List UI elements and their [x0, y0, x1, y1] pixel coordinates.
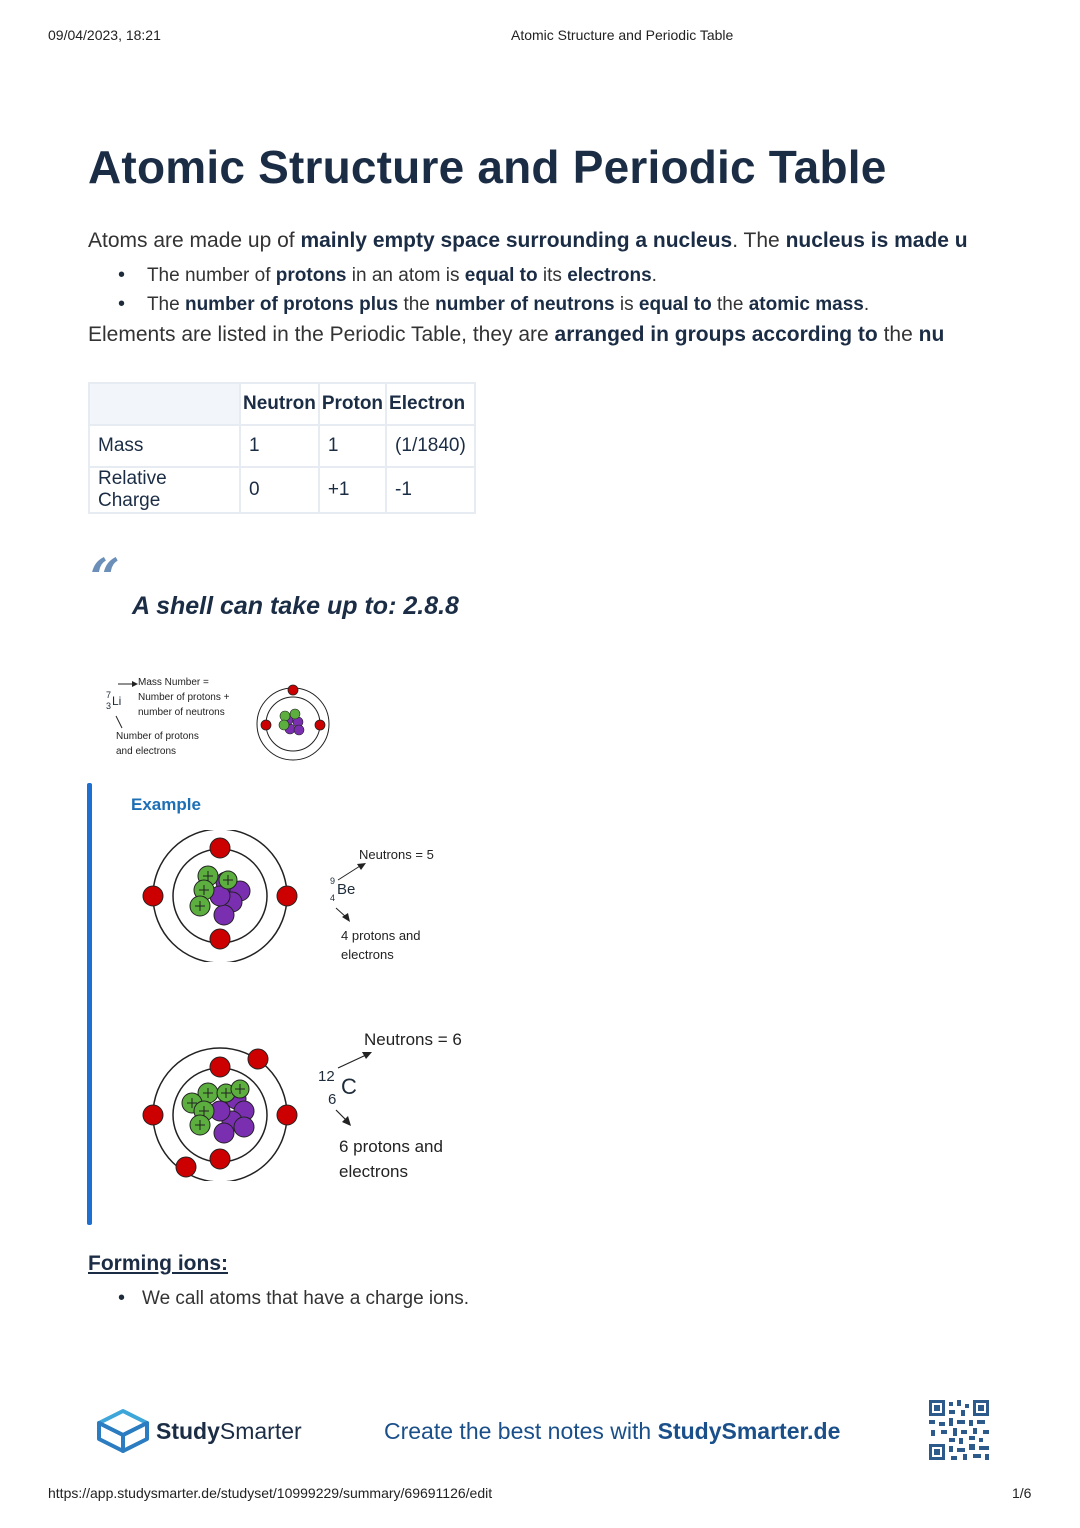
mass-number-label: Number of protons + [138, 692, 230, 703]
proton-number-label: and electrons [116, 746, 177, 757]
c-symbol: C [341, 1074, 357, 1099]
forming-ions-bullet: • We call atoms that have a charge ions. [118, 1287, 469, 1310]
be-mass-number: 9 [330, 876, 336, 886]
table-cell: Relative Charge [89, 467, 240, 513]
c-mass-number: 12 [318, 1068, 335, 1085]
li-symbol: Li [112, 694, 122, 708]
bullet-protons-electrons: • The number of protons in an atom is equal to its electrons. [118, 264, 657, 287]
c-atomic-number: 6 [328, 1091, 337, 1108]
intro-paragraph: Atoms are made up of mainly empty space surrounding a nucleus. The nucleus is made u [88, 229, 968, 252]
electron-icon [315, 720, 325, 730]
electron-icon [261, 720, 271, 730]
li-atomic-number: 3 [106, 701, 112, 711]
electron-icon [176, 1157, 196, 1177]
electron-icon [288, 685, 298, 695]
proton-number-label: Number of protons [116, 731, 199, 742]
table-header-cell: Proton [319, 383, 386, 425]
page-number: 1/6 [1012, 1485, 1032, 1501]
subatomic-particles-table [88, 382, 476, 514]
table-cell: 1 [240, 425, 319, 467]
electron-icon [210, 1057, 230, 1077]
mass-number-label: Mass Number = [138, 677, 209, 688]
table-header-cell: Neutron [240, 383, 319, 425]
mass-number-label: number of neutrons [138, 707, 225, 718]
c-protons-label: 6 protons and [339, 1137, 443, 1156]
be-atomic-number: 4 [330, 893, 336, 903]
li-mass-number: 7 [106, 690, 112, 700]
table-row [89, 425, 475, 467]
carbon-atom-diagram [140, 1045, 302, 1181]
electron-icon [277, 886, 297, 906]
periodic-table-paragraph: Elements are listed in the Periodic Table, they are arranged in groups according to the nu [88, 323, 945, 346]
electron-icon [248, 1049, 268, 1069]
be-protons-label: 4 protons and [341, 928, 421, 943]
be-neutrons-label: Neutrons = 5 [359, 847, 434, 862]
table-cell: -1 [386, 467, 475, 513]
table-cell: +1 [319, 467, 386, 513]
c-protons-label: electrons [339, 1162, 408, 1181]
electron-icon [210, 929, 230, 949]
studysmarter-brand: StudySmarter [156, 1418, 302, 1444]
c-neutrons-label: Neutrons = 6 [364, 1030, 462, 1049]
studysmarter-logo-icon [96, 1408, 150, 1454]
footer-tagline: Create the best notes with StudySmarter.de [384, 1418, 841, 1444]
table-row [89, 467, 475, 513]
example-heading: Example [131, 795, 201, 814]
electron-icon [210, 1149, 230, 1169]
table-cell: 0 [240, 467, 319, 513]
beryllium-atom-diagram [140, 830, 302, 962]
callout-bar [87, 783, 92, 1225]
bullet-atomic-mass: • The number of protons plus the number of neutrons is equal to the atomic mass. [118, 293, 869, 316]
be-protons-label: electrons [341, 947, 394, 962]
shell-capacity-quote: A shell can take up to: 2.8.8 [132, 592, 459, 620]
table-cell: (1/1840) [386, 425, 475, 467]
page-url: https://app.studysmarter.de/studyset/10999229/summary/69691126/edit [48, 1485, 493, 1501]
electron-icon [210, 838, 230, 858]
print-page-title: Atomic Structure and Periodic Table [511, 27, 734, 43]
table-header-cell [89, 383, 240, 425]
print-datetime: 09/04/2023, 18:21 [48, 27, 161, 43]
electron-icon [277, 1105, 297, 1125]
table-header-row [89, 383, 475, 425]
page-title: Atomic Structure and Periodic Table [88, 141, 887, 193]
forming-ions-heading: Forming ions: [88, 1252, 228, 1275]
electron-icon [143, 1105, 163, 1125]
table-cell: Mass [89, 425, 240, 467]
qr-code-icon [929, 1400, 989, 1460]
table-cell: 1 [319, 425, 386, 467]
electron-icon [143, 886, 163, 906]
quote-mark-icon: “ [90, 548, 120, 609]
be-symbol: Be [337, 881, 356, 898]
lithium-atom-diagram [252, 682, 334, 764]
table-header-cell: Electron [386, 383, 475, 425]
